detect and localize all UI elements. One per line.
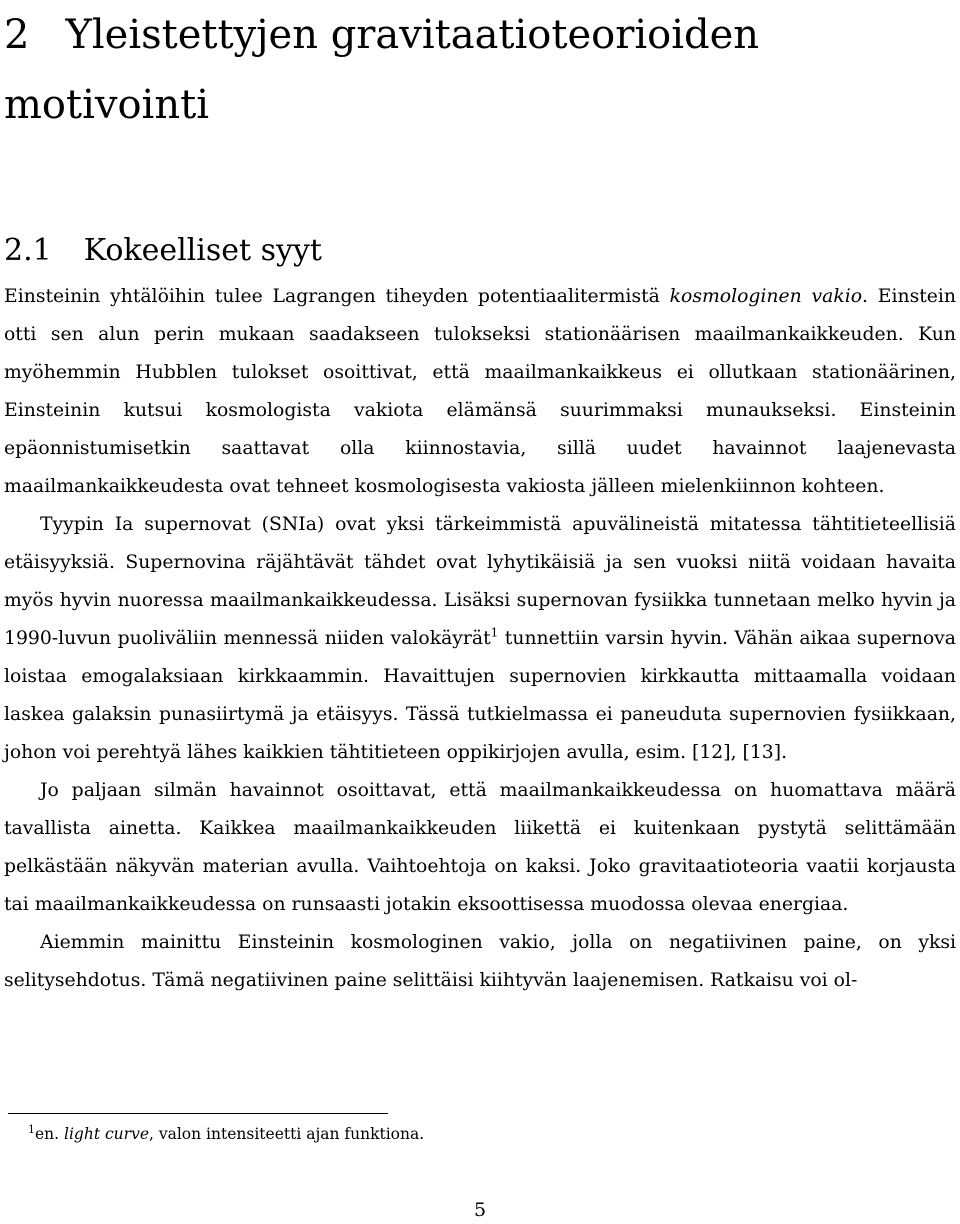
chapter-number: 2: [4, 12, 30, 58]
document-page: [4, 0, 956, 1224]
footnote-mark: 1: [28, 1122, 35, 1136]
paragraph-2-text-a: Tyypin Ia supernovat (SNIa) ovat yksi tärkeimmistä apuvälineistä mitatessa tähtitieteellisiä etäisyyksiä. Supernovina räjähtävät tähdet ovat lyhytikäisiä ja sen vuoksi niitä voidaan havaita myös hyvin nuoressa maailmankaikkeudessa. Lisäksi supernovan fysiikka tunnetaan melko hyvin ja 1990-luvun puoliväliin mennessä niiden valokäyrät: [4, 514, 956, 649]
footnote-prefix: en.: [35, 1125, 65, 1143]
paragraph-1-text-b: . Einstein otti sen alun perin mukaan saadakseen tulokseksi stationäärisen maailmankaikkeuden. Kun myöhemmin Hubblen tulokset osoittivat, että maailmankaikkeus ei ollutkaan stationäärinen, Einsteinin kutsui kosmologista vakiota elämänsä suurimmaksi munaukseksi. Einsteinin epäonnistumisetkin saattavat olla kiinnostavia, sillä uudet havainnot laajenevasta maailmankaikkeudesta ovat tehneet kosmologisesta vakiosta jälleen mielenkiinnon kohteen.: [4, 286, 956, 497]
paragraph-2: [4, 506, 956, 772]
body-text: [4, 278, 956, 1000]
section-number: 2.1: [4, 233, 52, 268]
footnote-emphasis: light curve: [64, 1125, 149, 1143]
paragraph-1: [4, 278, 956, 506]
footnote-text: , valon intensiteetti ajan funktiona.: [149, 1125, 425, 1143]
paragraph-2-text-b: tunnettiin varsin hyvin. Vähän aikaa supernova loistaa emogalaksiaan kirkkaammin. Havaittujen supernovien kirkkautta mittaamalla voidaan laskea galaksin punasiirtymä ja etäisyys. Tässä tutkielmassa ei paneuduta supernovien fysiikkaan, johon voi perehtyä lähes kaikkien tähtitieteen oppikirjojen avulla, esim. [12], [13].: [4, 628, 956, 763]
chapter-title: Yleistettyjen gravitaatioteorioiden motivointi: [4, 12, 760, 128]
chapter-heading: [4, 0, 956, 140]
footnote-divider: [8, 1113, 388, 1114]
paragraph-4: Aiemmin mainittu Einsteinin kosmologinen vakio, jolla on negatiivinen paine, on yksi selitysehdotus. Tämä negatiivinen paine selittäisi kiihtyvän laajenemisen. Ratkaisu voi ol-: [4, 932, 956, 991]
footnote: [28, 1120, 928, 1148]
page-number: 5: [473, 1199, 487, 1221]
footnote-reference[interactable]: 1: [490, 625, 499, 640]
section-title: Kokeelliset syyt: [83, 233, 322, 268]
section-heading: [4, 226, 956, 276]
paragraph-3: Jo paljaan silmän havainnot osoittavat, että maailmankaikkeudessa on huomattava määrä tavallista ainetta. Kaikkea maailmankaikkeuden liikettä ei kuitenkaan pystytä selittämään pelkästään näkyvän materian avulla. Vaihtoehtoja on kaksi. Joko gravitaatioteoria vaatii korjausta tai maailmankaikkeudessa on runsaasti jotakin eksoottisessa muodossa olevaa energiaa.: [4, 780, 956, 915]
paragraph-1-text-a: Einsteinin yhtälöihin tulee Lagrangen tiheyden potentiaalitermistä: [4, 286, 670, 307]
emphasis-kosmologinen-vakio: kosmologinen vakio: [669, 286, 863, 307]
